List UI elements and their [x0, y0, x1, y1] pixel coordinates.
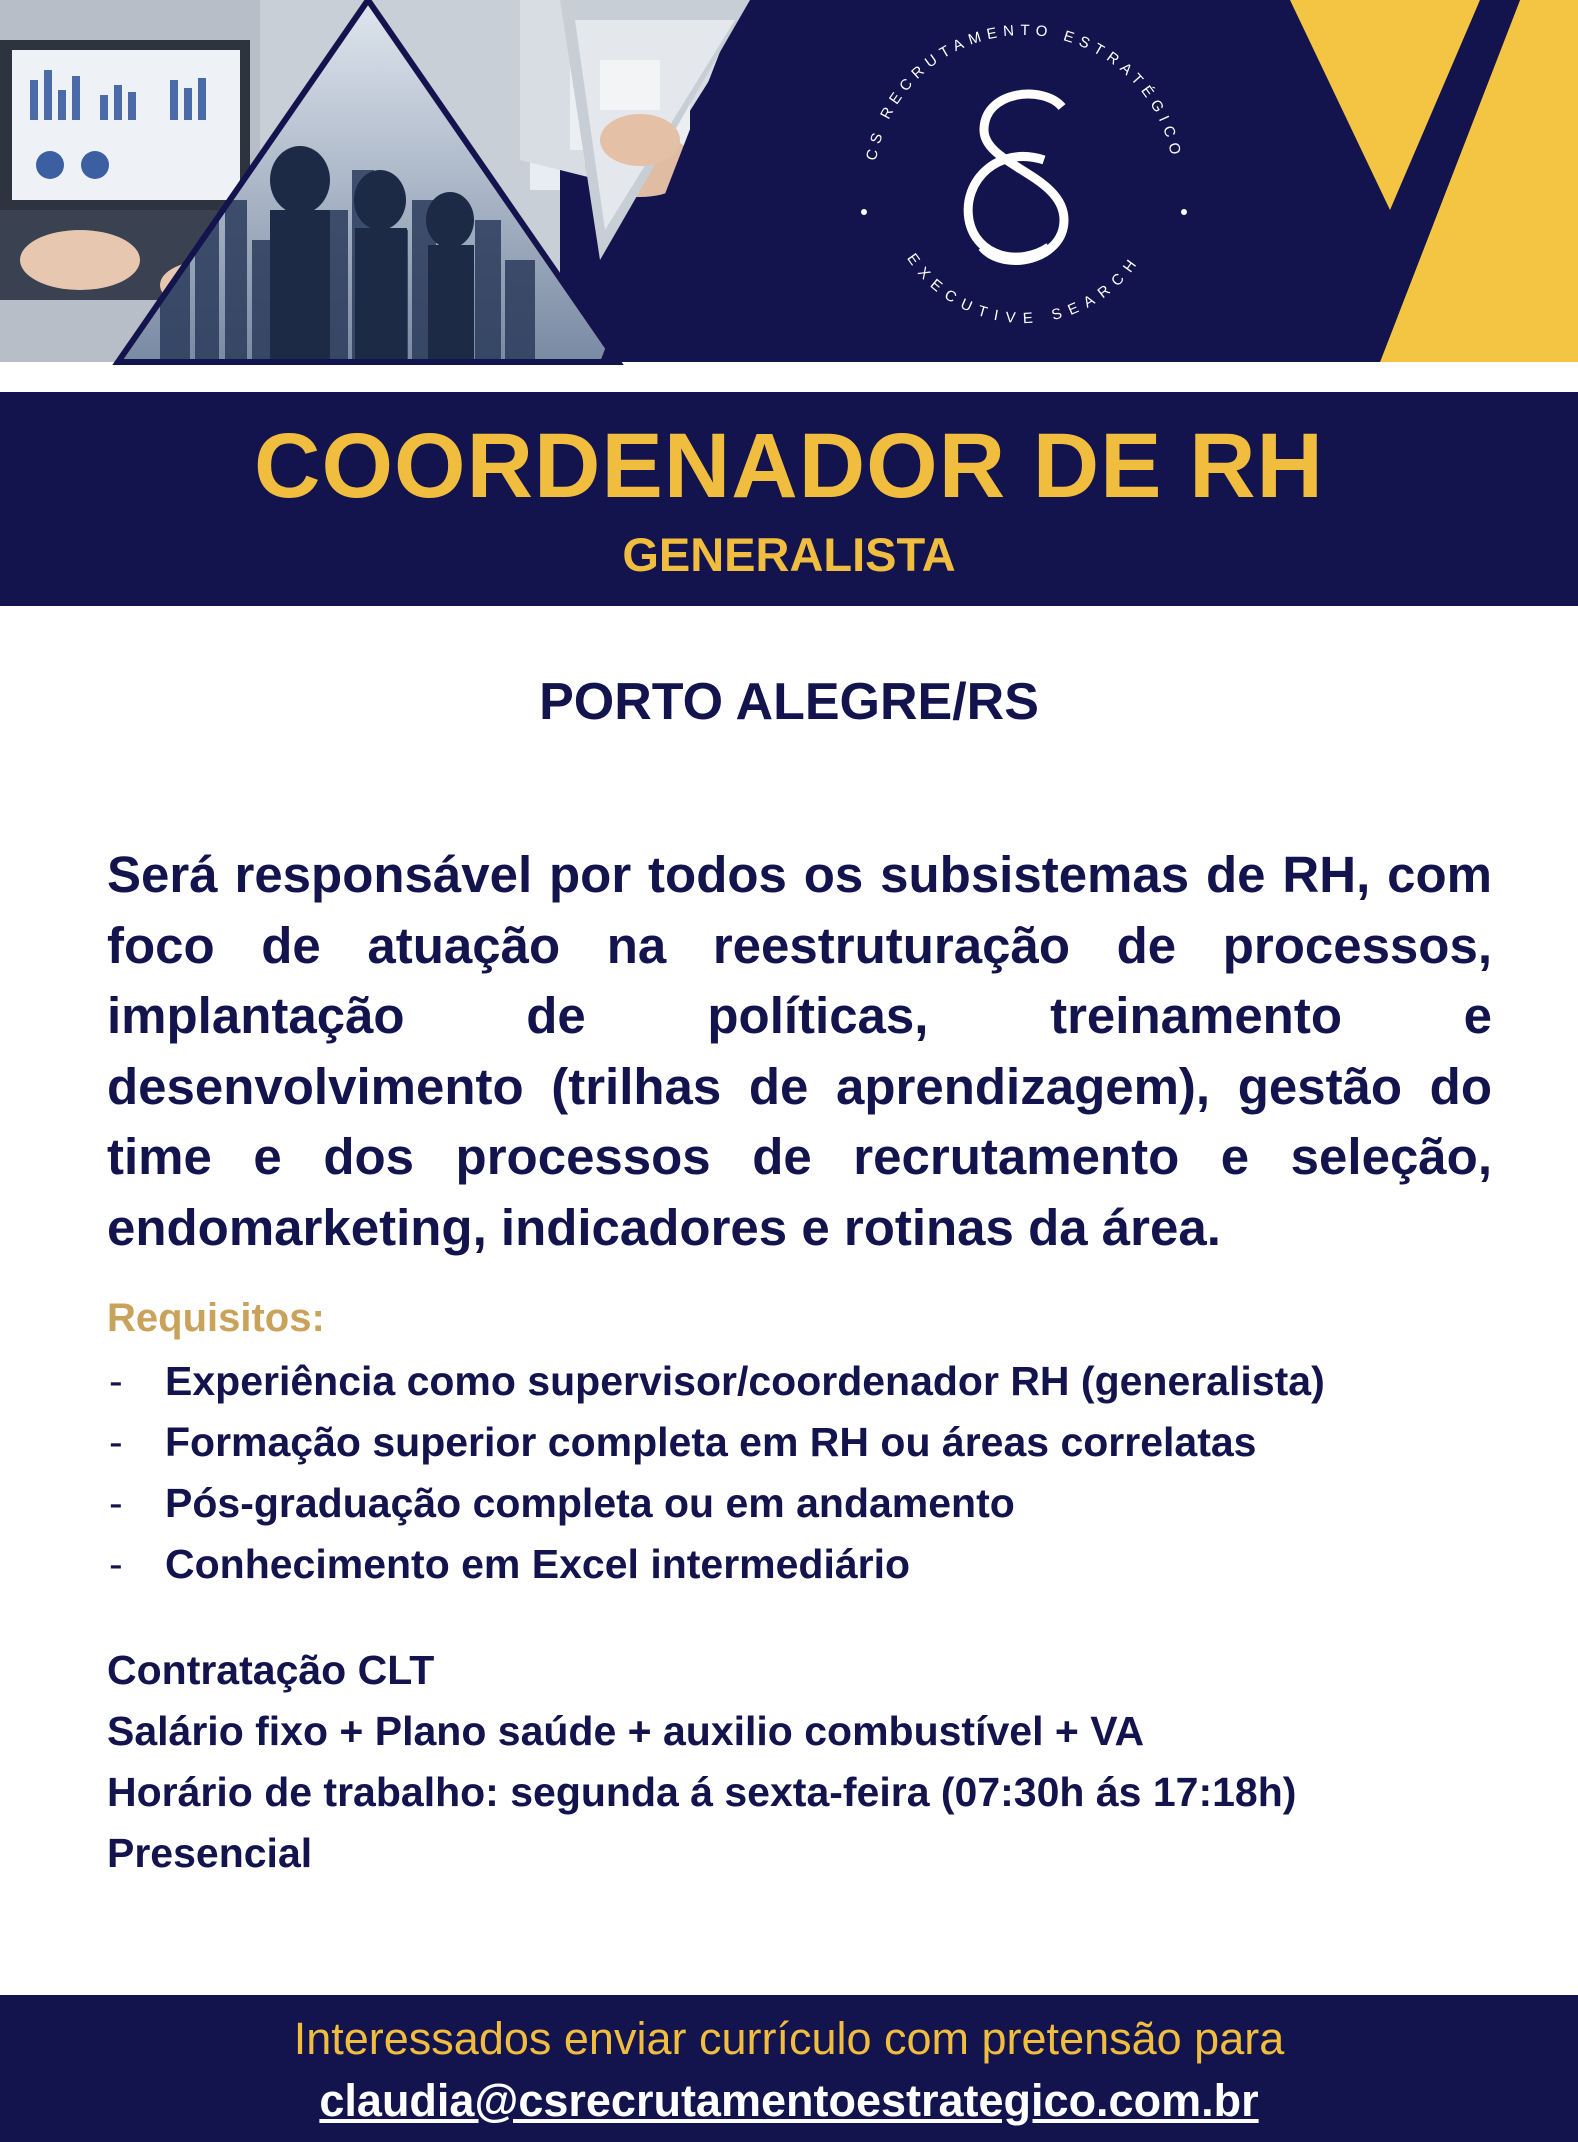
condition-schedule: Horário de trabalho: segunda á sexta-feira (07:30h ás 17:18h) [107, 1769, 1297, 1815]
requirement-item: - Formação superior completa em RH ou áreas correlatas [109, 1419, 1257, 1465]
requirement-item: - Pós-graduação completa ou em andamento [109, 1480, 1015, 1526]
condition-work-mode: Presencial [107, 1830, 313, 1876]
job-title: COORDENADOR DE RH [254, 415, 1324, 517]
title-band [0, 392, 1578, 606]
footer-band [0, 1995, 1578, 2142]
footer-cta: Interessados enviar currículo com pretensão para [293, 2013, 1285, 2064]
requirement-item: - Experiência como supervisor/coordenador RH (generalista) [109, 1358, 1325, 1404]
requirement-item: - Conhecimento em Excel intermediário [109, 1541, 911, 1587]
job-location: PORTO ALEGRE/RS [539, 673, 1039, 731]
requirements-title: Requisitos: [107, 1296, 325, 1340]
logo-arc-top: CS RECRUTAMENTO ESTRATÉGICO [862, 21, 1186, 162]
job-description: Será responsável por todos os subsistemas de RH, com foco de atuação na reestruturação de processos, implantação de políticas, treinamento e desenvolvimento (trilhas de aprendizagem), gestão do time e dos processos de recrutamento e seleção, endomarketing, indicadores e rotinas da área. [107, 846, 1492, 1256]
header-banner [0, 0, 1578, 370]
condition-benefits: Salário fixo + Plano saúde + auxilio combustível + VA [107, 1708, 1145, 1754]
job-subtitle: GENERALISTA [622, 528, 956, 581]
contact-email-link[interactable]: claudia@csrecrutamentoestrategico.com.br [319, 2075, 1259, 2126]
logo-arc-bottom: EXECUTIVE SEARCH [903, 250, 1145, 328]
condition-contract: Contratação CLT [107, 1647, 435, 1693]
job-conditions [107, 1640, 1507, 1884]
requirements-list [107, 1351, 1487, 1595]
